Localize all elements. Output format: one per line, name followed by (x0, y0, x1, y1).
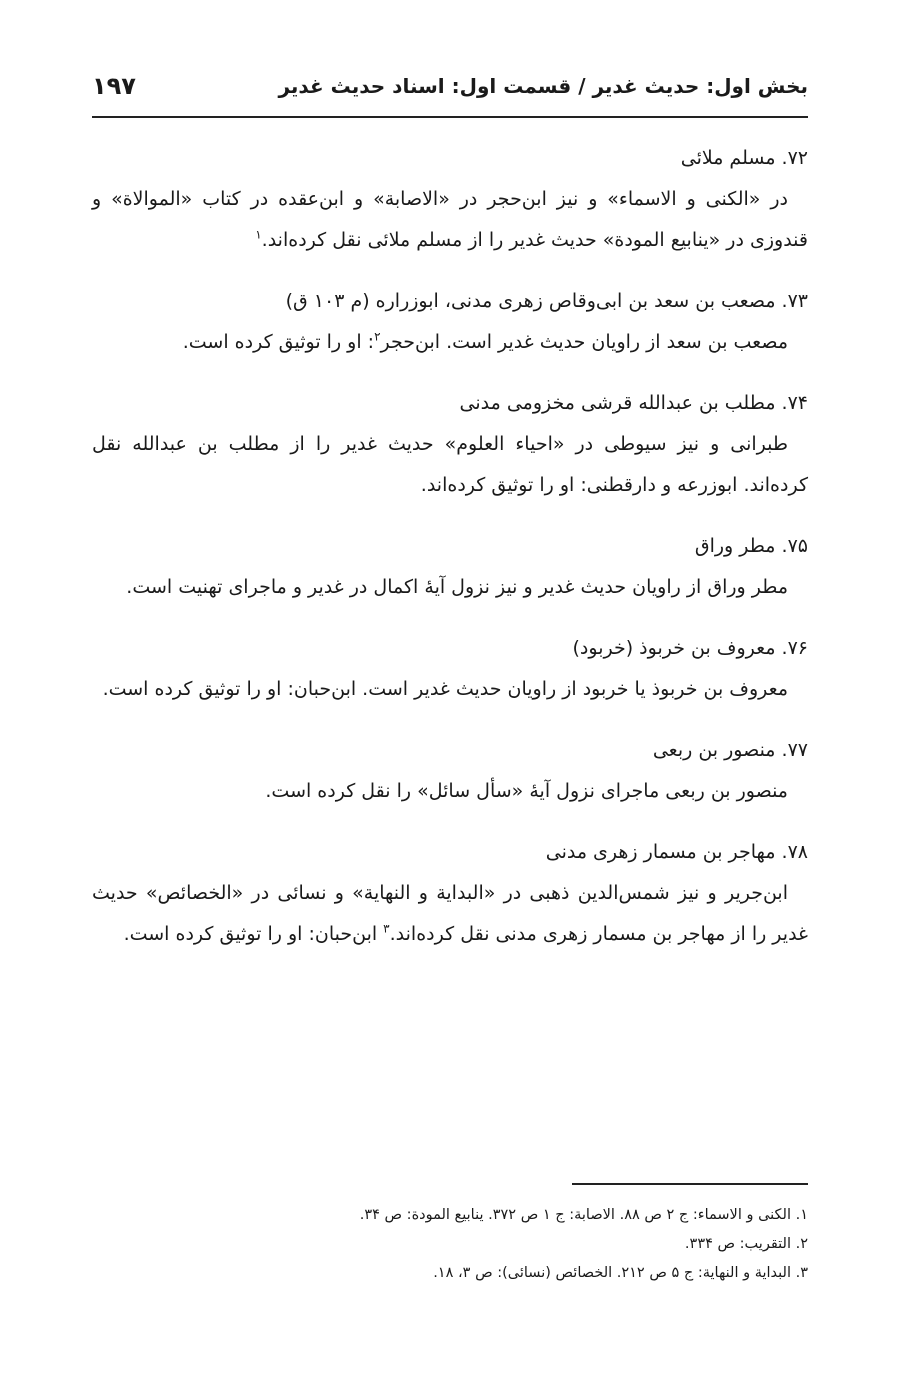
entry-body (92, 873, 808, 955)
entry-72 (92, 138, 808, 261)
footnotes (92, 1201, 808, 1288)
entry-73 (92, 281, 808, 363)
entry-heading: ۷۳. مصعب بن سعد بن ابی‌وقاص زهری مدنی، ابوزراره (م ۱۰۳ ق) (285, 290, 808, 312)
entry-heading: ۷۶. معروف بن خربوذ (خربود) (572, 637, 808, 659)
entry-heading: ۷۷. منصور بن ربعی (652, 739, 808, 761)
entry-body: مطر وراق از راویان حدیث غدیر و نیز نزول آیهٔ اکمال در غدیر و ماجرای تهنیت است. (126, 576, 788, 598)
entry-body: معروف بن خربوذ یا خربود از راویان حدیث غدیر است. ابن‌حبان: او را توثیق کرده است. (102, 678, 788, 700)
footnote-1: ۱. الکنی و الاسماء: ج ۲ ص ۸۸. الاصابة: ج ۱ ص ۳۷۲. ینابیع المودة: ص ۳۴. (359, 1207, 808, 1223)
entry-text: ابن‌جریر و نیز شمس‌الدین ذهبی در «البدایة و النهایة» و نسائی در «الخصائص» حدیث غدیر را از مهاجر بن مسمار زهری مدنی نقل کرده‌اند. (92, 882, 808, 945)
footnote-separator (572, 1183, 808, 1185)
footnote-reference[interactable]: ۲ (374, 329, 381, 344)
entry-78 (92, 832, 808, 955)
entry-heading: ۷۸. مهاجر بن مسمار زهری مدنی (545, 841, 808, 863)
page-number: ۱۹۷ (92, 72, 136, 100)
main-content (92, 138, 808, 975)
header-title: بخش اول: حدیث غدیر / قسمت اول: اسناد حدیث غدیر (278, 74, 808, 98)
footnote-3: ۳. البدایة و النهایة: ج ۵ ص ۲۱۲. الخصائص (نسائی): ص ۳، ۱۸. (433, 1265, 808, 1281)
entry-text-continued: ابن‌حبان: او را توثیق کرده است. (123, 923, 384, 945)
entry-76 (92, 628, 808, 710)
entry-text: مصعب بن سعد از راویان حدیث غدیر است. ابن‌حجر (380, 331, 788, 353)
entry-74 (92, 383, 808, 506)
entry-75 (92, 526, 808, 608)
footnote-reference[interactable]: ۳ (383, 921, 390, 936)
entry-heading: ۷۲. مسلم ملائی (680, 147, 808, 169)
entry-body (92, 322, 808, 363)
entry-body: منصور بن ربعی ماجرای نزول آیهٔ «سأل سائل» را نقل کرده است. (265, 780, 788, 802)
entry-text: در «الکنی و الاسماء» و نیز ابن‌حجر در «الاصابة» و ابن‌عقده در کتاب «الموالاة» و قندوزی در «ینابیع المودة» حدیث غدیر را از مسلم ملائی نقل کرده‌اند. (92, 188, 808, 251)
entry-body (92, 179, 808, 261)
entry-heading: ۷۵. مطر وراق (694, 535, 808, 557)
running-header (92, 72, 808, 118)
entry-body: طبرانی و نیز سیوطی در «احیاء العلوم» حدیث غدیر را از مطلب بن عبدالله نقل کرده‌اند. ابوزرعه و دارقطنی: او را توثیق کرده‌اند. (92, 433, 808, 496)
entry-heading: ۷۴. مطلب بن عبدالله قرشی مخزومی مدنی (459, 392, 808, 414)
footnote-2: ۲. التقریب: ص ۳۳۴. (684, 1236, 808, 1252)
entry-text-continued: : او را توثیق کرده است. (182, 331, 375, 353)
footnote-reference[interactable]: ۱ (255, 227, 262, 242)
entry-77 (92, 730, 808, 812)
